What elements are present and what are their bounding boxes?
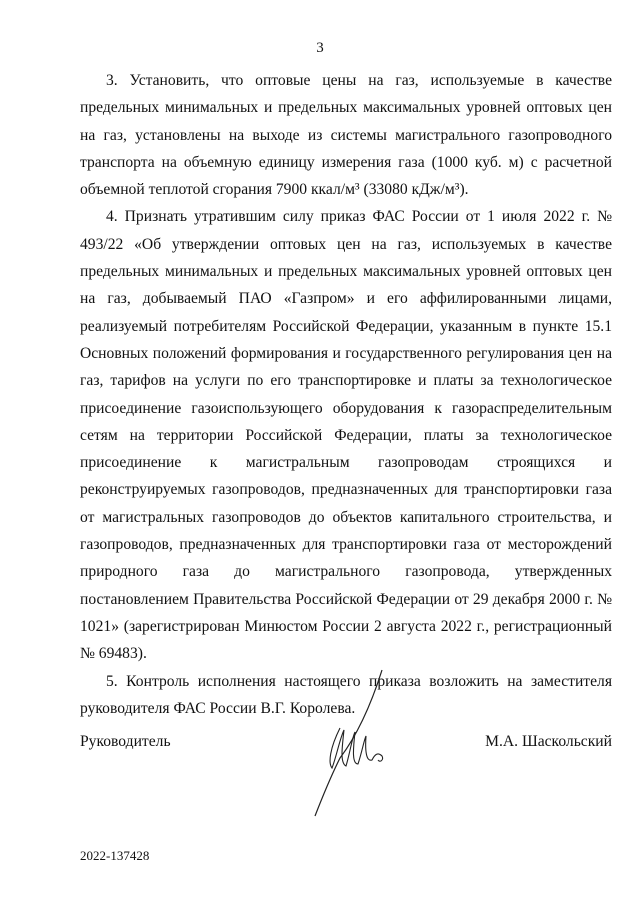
paragraph-5: 5. Контроль исполнения настоящего приказа возложить на заместителя руководителя ФАС России В.Г. Королева. (80, 672, 612, 717)
paragraph-4: 4. Признать утратившим силу приказ ФАС России от 1 июля 2022 г. № 493/22 «Об утверждении оптовых цен на газ, используемых в качестве предельных минимальных и предельных максимальных уровней оптовых цен на газ, добываемый ПАО «Газпром» и его аффилированными лицами, реализуемый потребителям Российской Федерации, указанным в пункте 15.1 Основных положений формирования и государственного регулирования цен на газ, тарифов на услуги по его транспортировке и платы за технологическое присоединение газоиспользующего оборудования к газораспределительным сетям на территории Российской Федерации, платы за технологическое присоединение к магистральным газопроводам строящихся и реконструируемых газопроводов, предназначенных для транспортировки газа от магистральных газопроводов до объектов капитального строительства, и газопроводов, предназначенных для транспортировки газа от месторождений природного газа до магистрального газопровода, утвержденных постановлением Правительства Российской Федерации от 29 декабря 2000 г. № 1021» (зарегистрирован Минюстом России 2 августа 2022 г., регистрационный № 69483). (80, 208, 612, 663)
page-number: 3 (316, 40, 324, 56)
signatory-name: М.А. Шаскольский (485, 733, 612, 750)
paragraph-3: 3. Установить, что оптовые цены на газ, используемые в качестве предельных минимальных и предельных максимальных уровней оптовых цен на газ, установлены на выходе из системы магистрального газопроводного транспорта на объемную единицу измерения газа (1000 куб. м) с расчетной объемной теплотой сгорания 7900 ккал/м³ (33080 кДж/м³). (80, 72, 612, 199)
document-body (80, 67, 612, 722)
document-number: 2022-137428 (80, 848, 150, 863)
signatory-title: Руководитель (80, 733, 171, 750)
handwritten-signature (300, 668, 400, 818)
